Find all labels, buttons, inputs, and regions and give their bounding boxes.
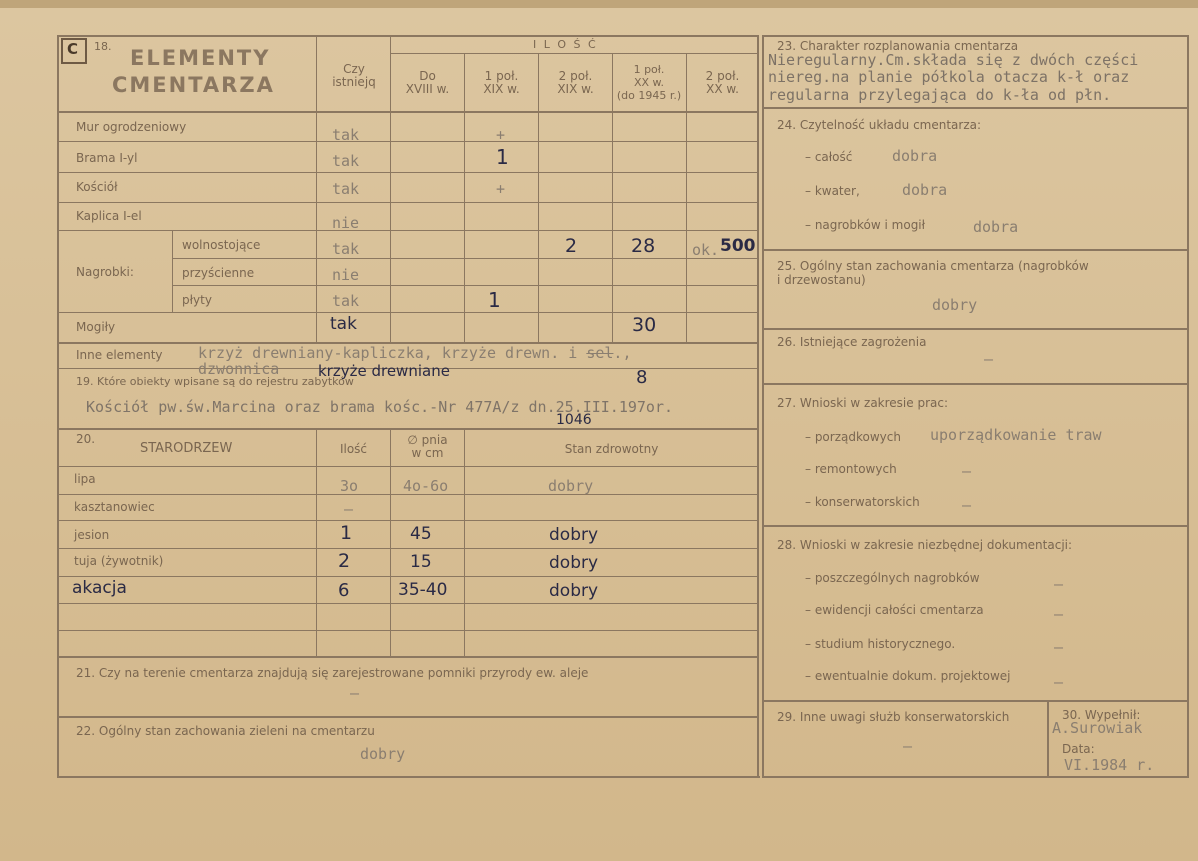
section-28-item-value: – — [1054, 605, 1064, 623]
section-22-label: 22. Ogólny stan zachowania zieleni na cmentarzu — [76, 724, 375, 738]
section-28-item-value: – — [1054, 673, 1064, 691]
section-25-label-line2: i drzewostanu) — [777, 273, 866, 287]
mogily-label: Mogiły — [76, 320, 116, 334]
row-kosciol-czy: tak — [332, 180, 360, 198]
section-28-item-label: – poszczególnych nagrobków — [805, 571, 980, 585]
nagrobki-przyscienne-czy: nie — [332, 266, 360, 284]
starodrzew-row-ilosc: 6 — [338, 580, 350, 601]
starodrzew-row-ilosc: 1 — [340, 522, 353, 544]
starodrzew-row-pnia: 4o-6o — [403, 477, 449, 495]
section-24-item-label: – nagrobków i mogił — [805, 218, 926, 232]
section-19-text: Kościół pw.św.Marcina oraz brama kośc.-Nr 477A/z dn.25.III.197or. — [86, 398, 673, 416]
nagrobki-plyty-c2: 1 — [488, 288, 501, 312]
starodrzew-row-name: kasztanowiec — [74, 500, 155, 514]
inne-elementy-struck: sel — [586, 344, 614, 362]
starodrzew-row-name: jesion — [74, 528, 110, 542]
inne-elementy-main: krzyż drewniany-kapliczka, krzyże drewn. i — [198, 344, 587, 362]
section-24-item-value: dobra — [973, 218, 1019, 236]
row-kosciol-c2: + — [496, 180, 506, 198]
section-20-col-pnia: ∅ pnia w cm — [407, 433, 448, 460]
card-top-edge — [0, 0, 1198, 8]
section-24-label: 24. Czytelność układu cmentarza: — [777, 118, 982, 132]
section-28-item-value: – — [1054, 638, 1064, 656]
section-19-hand: 1046 — [556, 412, 592, 428]
section-20-col-stan: Stan zdrowotny — [564, 442, 659, 456]
section-18-title-line1: ELEMENTY — [130, 46, 271, 70]
section-29-label: 29. Inne uwagi służb konserwatorskich — [777, 710, 1010, 724]
inne-elementy-count: 8 — [636, 367, 648, 388]
starodrzew-row-stan: dobry — [549, 581, 599, 601]
section-18-number: 18. — [94, 40, 112, 53]
nagrobki-wolnostojace-c4: 28 — [631, 235, 656, 257]
nagrobki-plyty-czy: tak — [332, 292, 360, 310]
corner-mark: C — [67, 40, 79, 58]
section-25-value: dobry — [932, 296, 978, 314]
section-23-label: 23. Charakter rozplanowania cmentarza — [777, 39, 1019, 53]
section-27-item-value: – — [962, 496, 972, 514]
section-24-item-value: dobra — [902, 181, 948, 199]
section-23-line: niereg.na planie półkola otacza k-ł oraz — [768, 68, 1130, 86]
row-kaplica-czy: nie — [332, 214, 360, 232]
nagrobki-wolnostojace-c3: 2 — [565, 235, 578, 257]
row-label-brama: Brama I-yl — [76, 151, 138, 165]
ilosc-header: I L O Ś Ć — [533, 38, 598, 51]
section-21-value: – — [350, 684, 360, 702]
section-28-item-value: – — [1054, 575, 1064, 593]
inne-elementy-label: Inne elementy — [76, 348, 163, 362]
section-26-value: – — [984, 350, 994, 368]
starodrzew-row-ilosc: 2 — [338, 550, 351, 572]
section-25-label-line1: 25. Ogólny stan zachowania cmentarza (nagrobków — [777, 259, 1089, 273]
section-27-item-label: – konserwatorskich — [805, 495, 920, 509]
section-19-label: 19. Które obiekty wpisane są do rejestru zabytków — [76, 375, 354, 388]
starodrzew-row-stan: dobry — [549, 553, 599, 573]
section-27-label: 27. Wnioski w zakresie prac: — [777, 396, 949, 410]
row-mur-czy: tak — [332, 126, 360, 144]
row-brama-c2: 1 — [496, 145, 509, 169]
nagrobki-wolnostojace-c5-prefix: ok. — [692, 241, 720, 259]
section-23-line: Nieregularny.Cm.składa się z dwóch części — [768, 51, 1139, 69]
row-label-kosciol: Kościół — [76, 180, 118, 194]
nagrobki-przyscienne-label: przyścienne — [182, 266, 255, 280]
section-21-label: 21. Czy na terenie cmentarza znajdują się zarejestrowane pomniki przyrody ew. aleje — [76, 666, 589, 680]
nagrobki-wolnostojace-c5: 500 — [720, 236, 756, 256]
section-29-value: – — [903, 737, 913, 755]
col-2pol-xx: 2 poł. XX w. — [705, 69, 740, 96]
section-23-line: regularna przylegająca do k-ła od płn. — [768, 86, 1112, 104]
nagrobki-label: Nagrobki: — [76, 265, 134, 279]
starodrzew-row-name: lipa — [74, 472, 96, 486]
inne-elementy-line2: dzwonnica — [198, 360, 280, 378]
section-18-title-line2: CMENTARZA — [112, 73, 275, 97]
starodrzew-row-stan: dobry — [548, 477, 594, 495]
section-30-date-label: Data: — [1062, 742, 1095, 756]
section-28-label: 28. Wnioski w zakresie niezbędnej dokumentacji: — [777, 538, 1073, 552]
section-30-date: VI.1984 r. — [1064, 756, 1155, 774]
section-24-item-value: dobra — [892, 147, 938, 165]
section-20-title: STARODRZEW — [140, 441, 233, 456]
nagrobki-wolnostojace-label: wolnostojące — [182, 238, 261, 252]
starodrzew-row-stan: dobry — [549, 525, 599, 545]
row-label-mur: Mur ogrodzeniowy — [76, 120, 187, 134]
section-24-item-label: – całość — [805, 150, 853, 164]
nagrobki-plyty-label: płyty — [182, 293, 212, 307]
section-30-label: 30. Wypełnił: — [1062, 708, 1141, 722]
section-20-number: 20. — [76, 432, 96, 446]
starodrzew-row-pnia: 15 — [410, 552, 432, 572]
mogily-c4: 30 — [632, 314, 657, 336]
mogily-czy: tak — [330, 314, 357, 334]
section-26-label: 26. Istniejące zagrożenia — [777, 335, 927, 349]
section-27-item-label: – remontowych — [805, 462, 897, 476]
section-28-item-label: – ewentualnie dokum. projektowej — [805, 669, 1011, 683]
section-22-value: dobry — [360, 745, 406, 763]
starodrzew-row-ilosc: – — [344, 500, 354, 518]
row-label-kaplica: Kaplica I-el — [76, 209, 142, 223]
nagrobki-wolnostojace-czy: tak — [332, 240, 360, 258]
section-20-col-ilosc: Ilość — [339, 442, 368, 456]
section-28-item-label: – ewidencji całości cmentarza — [805, 603, 984, 617]
row-brama-czy: tak — [332, 152, 360, 170]
section-27-item-label: – porządkowych — [805, 430, 901, 444]
col-1pol-xx: 1 poł. XX w. (do 1945 r.) — [616, 63, 682, 102]
section-30-name: A.Surowiak — [1052, 719, 1143, 737]
col-2pol-xix: 2 poł. XIX w. — [557, 69, 594, 96]
starodrzew-row-pnia: 45 — [410, 524, 432, 544]
section-28-item-label: – studium historycznego. — [805, 637, 956, 651]
col-czy-istnieje: Czy istniejq — [332, 62, 376, 89]
section-24-item-label: – kwater, — [805, 184, 860, 198]
starodrzew-row-name: akacja — [72, 578, 127, 598]
col-1pol-xix: 1 poł. XIX w. — [483, 69, 520, 96]
col-do-xviii: Do XVIII w. — [405, 69, 450, 96]
section-27-item-value: uporządkowanie traw — [930, 426, 1102, 444]
row-mur-c2: + — [496, 126, 506, 144]
starodrzew-row-ilosc: 3o — [340, 477, 359, 495]
section-27-item-value: – — [962, 462, 972, 480]
starodrzew-row-name: tuja (żywotnik) — [74, 554, 164, 568]
inne-elementy-handwritten: krzyże drewniane — [318, 362, 450, 380]
inne-elementy-end: ., — [613, 344, 632, 362]
starodrzew-row-pnia: 35-40 — [398, 580, 448, 600]
